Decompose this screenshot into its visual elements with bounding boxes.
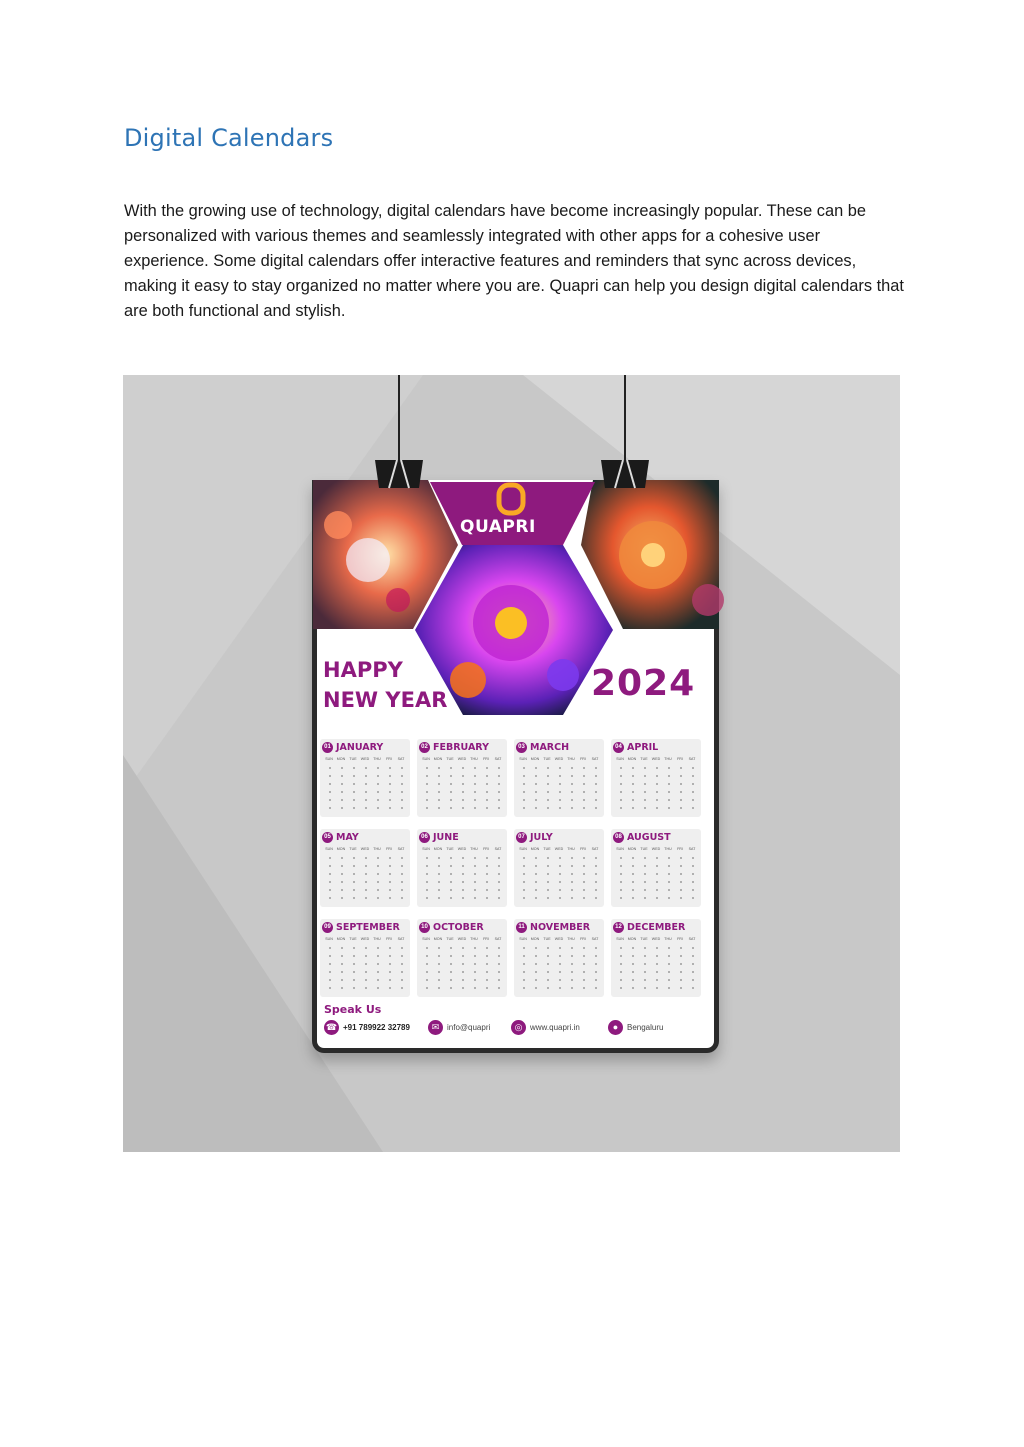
- weekday-label: SAT: [591, 937, 599, 941]
- weekday-label: SAT: [591, 847, 599, 851]
- contact-location: [608, 1020, 663, 1035]
- date-grid: [324, 944, 406, 992]
- date-grid: [518, 764, 600, 812]
- weekday-label: SUN: [519, 937, 527, 941]
- weekday-label: SAT: [688, 847, 696, 851]
- greeting: [323, 655, 447, 715]
- weekday-label: TUE: [446, 937, 454, 941]
- website-text: www.quapri.in: [530, 1023, 580, 1032]
- month-name: NOVEMBER: [530, 922, 591, 933]
- phone-icon: ☎: [324, 1020, 339, 1035]
- weekday-label: SUN: [616, 937, 624, 941]
- date-grid: [518, 944, 600, 992]
- date-grid: [421, 944, 503, 992]
- date-grid: [615, 764, 697, 812]
- month-number: 08: [613, 832, 624, 843]
- greeting-line-1: HAPPY: [323, 658, 403, 682]
- binder-clip-left-icon: [375, 460, 423, 488]
- weekday-label: TUE: [446, 847, 454, 851]
- weekday-label: MON: [336, 847, 346, 851]
- contact-website: [511, 1020, 580, 1035]
- weekday-label: FRI: [677, 757, 683, 761]
- weekday-label: WED: [554, 937, 564, 941]
- weekday-label: THU: [567, 937, 575, 941]
- month-name: JUNE: [433, 832, 459, 843]
- email-text: info@quapri: [447, 1023, 491, 1032]
- phone-text: +91 789922 32789: [343, 1023, 410, 1032]
- weekday-label: SAT: [397, 937, 405, 941]
- weekday-label: TUE: [640, 757, 648, 761]
- weekday-label: WED: [360, 937, 370, 941]
- date-grid: [615, 854, 697, 902]
- location-text: Bengaluru: [627, 1023, 664, 1032]
- weekday-label: WED: [554, 757, 564, 761]
- greeting-line-2: NEW YEAR: [323, 688, 448, 712]
- location-pin-icon: ●: [608, 1020, 623, 1035]
- weekday-label: SUN: [616, 757, 624, 761]
- page-heading: Digital Calendars: [124, 124, 334, 152]
- weekday-label: WED: [457, 847, 467, 851]
- weekday-label: SUN: [422, 937, 430, 941]
- weekday-label: SAT: [494, 847, 502, 851]
- weekday-label: MON: [433, 757, 443, 761]
- month-card: [320, 829, 410, 907]
- month-card: [417, 739, 507, 817]
- weekday-label: SAT: [688, 757, 696, 761]
- weekday-label: TUE: [543, 757, 551, 761]
- month-number: 01: [322, 742, 333, 753]
- weekday-label: SUN: [422, 847, 430, 851]
- weekday-label: SUN: [519, 757, 527, 761]
- weekday-label: TUE: [640, 937, 648, 941]
- weekday-label: WED: [457, 757, 467, 761]
- weekday-label: TUE: [543, 847, 551, 851]
- month-number: 03: [516, 742, 527, 753]
- globe-icon: ◎: [511, 1020, 526, 1035]
- month-card: [611, 739, 701, 817]
- weekday-label: THU: [470, 937, 478, 941]
- contact-email: [428, 1020, 490, 1035]
- weekday-label: SAT: [397, 847, 405, 851]
- weekday-label: SAT: [494, 757, 502, 761]
- month-name: JANUARY: [336, 742, 384, 753]
- month-card: [514, 829, 604, 907]
- weekday-label: MON: [627, 847, 637, 851]
- month-name: APRIL: [627, 742, 659, 753]
- date-grid: [324, 854, 406, 902]
- date-grid: [324, 764, 406, 812]
- weekday-label: SUN: [616, 847, 624, 851]
- weekday-label: WED: [651, 847, 661, 851]
- weekday-label: THU: [567, 757, 575, 761]
- weekday-label: SUN: [325, 937, 333, 941]
- month-grid: [320, 739, 702, 997]
- month-card: [514, 919, 604, 997]
- binder-clip-right-icon: [601, 460, 649, 488]
- month-card: [417, 919, 507, 997]
- weekday-label: THU: [664, 757, 672, 761]
- month-name: MAY: [336, 832, 359, 843]
- mail-icon: ✉: [428, 1020, 443, 1035]
- weekday-label: SUN: [325, 757, 333, 761]
- weekday-label: TUE: [640, 847, 648, 851]
- month-number: 07: [516, 832, 527, 843]
- weekday-label: WED: [651, 937, 661, 941]
- weekday-label: FRI: [386, 757, 392, 761]
- date-grid: [421, 854, 503, 902]
- weekday-label: FRI: [483, 937, 489, 941]
- weekday-label: THU: [664, 937, 672, 941]
- speak-us-label: Speak Us: [324, 1003, 382, 1016]
- month-name: DECEMBER: [627, 922, 686, 933]
- month-number: 06: [419, 832, 430, 843]
- weekday-label: MON: [433, 847, 443, 851]
- weekday-label: TUE: [349, 757, 357, 761]
- date-grid: [421, 764, 503, 812]
- weekday-label: FRI: [386, 937, 392, 941]
- weekday-label: THU: [470, 847, 478, 851]
- month-number: 09: [322, 922, 333, 933]
- weekday-label: TUE: [349, 847, 357, 851]
- month-number: 12: [613, 922, 624, 933]
- month-name: FEBRUARY: [433, 742, 489, 753]
- weekday-label: SUN: [422, 757, 430, 761]
- month-name: MARCH: [530, 742, 570, 753]
- month-card: [320, 919, 410, 997]
- weekday-label: WED: [360, 757, 370, 761]
- weekday-label: TUE: [446, 757, 454, 761]
- weekday-label: WED: [554, 847, 564, 851]
- weekday-label: FRI: [483, 847, 489, 851]
- weekday-label: MON: [530, 847, 540, 851]
- date-grid: [518, 854, 600, 902]
- weekday-label: FRI: [580, 847, 586, 851]
- weekday-label: TUE: [543, 937, 551, 941]
- weekday-label: MON: [433, 937, 443, 941]
- weekday-label: MON: [336, 757, 346, 761]
- month-card: [514, 739, 604, 817]
- date-grid: [615, 944, 697, 992]
- month-card: [320, 739, 410, 817]
- month-card: [611, 829, 701, 907]
- weekday-label: SAT: [591, 757, 599, 761]
- weekday-label: MON: [530, 937, 540, 941]
- month-number: 10: [419, 922, 430, 933]
- month-number: 11: [516, 922, 527, 933]
- weekday-label: WED: [457, 937, 467, 941]
- weekday-label: THU: [664, 847, 672, 851]
- month-card: [417, 829, 507, 907]
- weekday-label: MON: [627, 757, 637, 761]
- weekday-label: THU: [567, 847, 575, 851]
- weekday-label: SAT: [688, 937, 696, 941]
- weekday-label: MON: [530, 757, 540, 761]
- month-number: 04: [613, 742, 624, 753]
- weekday-label: TUE: [349, 937, 357, 941]
- year-label: 2024: [591, 663, 696, 704]
- weekday-label: WED: [651, 757, 661, 761]
- weekday-label: THU: [470, 757, 478, 761]
- weekday-label: THU: [373, 847, 381, 851]
- calendar-photo: [123, 375, 900, 1152]
- month-name: OCTOBER: [433, 922, 484, 933]
- month-card: [611, 919, 701, 997]
- weekday-label: THU: [373, 937, 381, 941]
- month-number: 05: [322, 832, 333, 843]
- weekday-label: FRI: [580, 757, 586, 761]
- month-name: JULY: [530, 832, 553, 843]
- month-name: AUGUST: [627, 832, 671, 843]
- body-paragraph: With the growing use of technology, digital calendars have become increasingly popular. These can be personalized with various themes and seamlessly integrated with other apps for a cohesive user experience. Some digital calendars offer interactive features and reminders that sync across devices, making it easy to stay organized no matter where you are. Quapri can help you design digital calendars that are both functional and stylish.: [124, 202, 904, 320]
- weekday-label: FRI: [386, 847, 392, 851]
- weekday-label: WED: [360, 847, 370, 851]
- weekday-label: FRI: [483, 757, 489, 761]
- weekday-label: SUN: [325, 847, 333, 851]
- weekday-label: FRI: [677, 937, 683, 941]
- month-number: 02: [419, 742, 430, 753]
- weekday-label: SAT: [397, 757, 405, 761]
- weekday-label: FRI: [677, 847, 683, 851]
- weekday-label: MON: [336, 937, 346, 941]
- month-name: SEPTEMBER: [336, 922, 400, 933]
- weekday-label: SUN: [519, 847, 527, 851]
- weekday-label: THU: [373, 757, 381, 761]
- weekday-label: SAT: [494, 937, 502, 941]
- weekday-label: FRI: [580, 937, 586, 941]
- contact-phone: [324, 1020, 410, 1035]
- brand-name: QUAPRI: [460, 517, 536, 537]
- weekday-label: MON: [627, 937, 637, 941]
